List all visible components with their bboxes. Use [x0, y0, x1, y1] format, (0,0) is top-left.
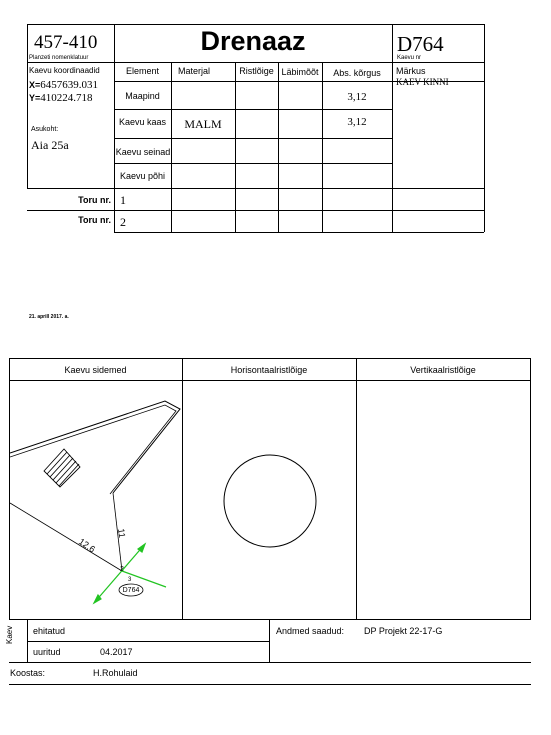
- col-abs-height: Abs. kõrgus: [333, 68, 381, 78]
- row-element: Kaevu kaas: [118, 117, 167, 127]
- footer-side-label: Kaev: [5, 625, 14, 644]
- sheet-number: 457-410: [34, 32, 98, 53]
- col-diameter: Läbimõõt: [281, 67, 319, 77]
- pipe-number: 2: [120, 215, 126, 229]
- surveyed-label: uuritud: [33, 647, 61, 657]
- compiled-value: H.Rohulaid: [93, 668, 138, 678]
- pipe-label: Toru nr.: [78, 195, 111, 205]
- coordinate-y-label: Y=: [29, 93, 41, 103]
- sheet-label: Planzeti nomenklatuur: [29, 55, 89, 61]
- pipe-tag: 2: [120, 566, 124, 573]
- row-height: 3,12: [347, 116, 367, 128]
- well-label: Kaevu nr: [397, 55, 422, 61]
- coordinate-y-value: 410224.718: [40, 92, 93, 104]
- horizontal-section-title: Horisontaalristlõige: [230, 365, 308, 375]
- well-id: D764: [397, 32, 444, 56]
- pipe-number: 1: [120, 193, 126, 207]
- vertical-section-title: Vertikaalristlõige: [410, 365, 476, 375]
- pipe-tag: 3: [128, 577, 132, 583]
- col-cross-section: Ristlõige: [239, 66, 274, 76]
- coordinate-y: [29, 92, 93, 104]
- well-tag: D764: [122, 587, 140, 594]
- dimension-label: 11: [116, 527, 128, 539]
- location-label: Asukoht:: [31, 126, 59, 133]
- coordinates-label: Kaevu koordinaadid: [29, 66, 100, 75]
- horizontal-section: [183, 381, 356, 619]
- row-material: MALM: [184, 117, 222, 131]
- sketch-title: Kaevu sidemed: [64, 365, 127, 375]
- location-value: Aia 25a: [31, 138, 69, 152]
- dimension-label: 12.6: [76, 536, 98, 555]
- col-material: Materjal: [178, 66, 211, 76]
- coordinate-x: [29, 79, 98, 91]
- notes-value: KAEV KINNI: [396, 77, 449, 87]
- document-date: 21. aprill 2017. a.: [29, 314, 69, 320]
- coordinate-x-value: 6457639.031: [40, 79, 99, 91]
- pipe-label: Toru nr.: [78, 215, 111, 225]
- pipe-lines: [94, 544, 166, 603]
- compiled-label: Koostas:: [10, 668, 46, 678]
- source-label: Andmed saadud:: [276, 626, 345, 636]
- stairs-hatch: [44, 449, 80, 487]
- notes-label: Märkus: [396, 66, 426, 76]
- built-label: ehitatud: [33, 626, 66, 636]
- row-element: Kaevu seinad: [115, 147, 171, 157]
- coordinate-x-label: X=: [29, 80, 41, 90]
- source-value: DP Projekt 22-17-G: [364, 626, 443, 636]
- surveyed-value: 04.2017: [100, 647, 133, 657]
- row-height: 3,12: [347, 91, 367, 103]
- row-element: Kaevu põhi: [119, 171, 166, 181]
- page-title: Drenaaz: [200, 26, 306, 56]
- well-sketch: [10, 381, 182, 619]
- row-element: Maapind: [125, 91, 160, 101]
- col-element: Element: [125, 66, 160, 76]
- well-outline: [224, 455, 316, 547]
